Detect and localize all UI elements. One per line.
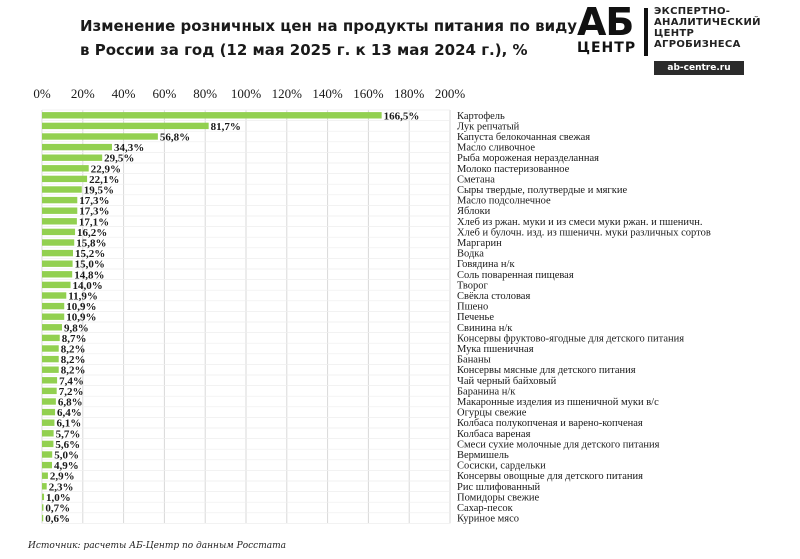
bar bbox=[42, 335, 60, 341]
category-label: Огурцы свежие bbox=[457, 407, 527, 419]
bar bbox=[42, 229, 75, 235]
category-label: Сахар-песок bbox=[457, 503, 513, 514]
bar bbox=[42, 239, 74, 245]
category-label: Масло подсолнечное bbox=[457, 195, 551, 207]
data-label: 166,5% bbox=[383, 110, 420, 123]
category-label: Бананы bbox=[457, 354, 491, 366]
category-label: Лук репчатый bbox=[457, 121, 520, 133]
data-label: 6,8% bbox=[57, 396, 83, 409]
data-label: 7,2% bbox=[58, 385, 84, 398]
bar bbox=[42, 451, 52, 457]
bar bbox=[42, 314, 64, 320]
bar bbox=[42, 165, 89, 171]
category-label: Смеси сухие молочные для детского питания bbox=[457, 439, 660, 451]
bar bbox=[42, 292, 66, 298]
bar bbox=[42, 356, 59, 362]
data-label: 34,3% bbox=[113, 142, 145, 155]
category-label: Консервы овощные для детского питания bbox=[457, 471, 643, 483]
bar bbox=[42, 144, 112, 150]
logo-caption-line-1: ЭКСПЕРТНО- bbox=[654, 6, 731, 17]
title-line-2: в России за год (12 мая 2025 г. к 13 мая 2024 г.), % bbox=[80, 41, 528, 59]
data-label: 11,9% bbox=[68, 290, 98, 303]
bar bbox=[42, 155, 102, 161]
data-label: 17,3% bbox=[79, 195, 110, 208]
bar bbox=[42, 398, 56, 404]
category-label: Консервы фруктово-ягодные для детского питания bbox=[457, 333, 685, 345]
data-label: 16,2% bbox=[77, 226, 108, 239]
logo-ab-letters: АБ bbox=[577, 0, 634, 44]
category-label: Печенье bbox=[457, 312, 494, 324]
category-label: Творог bbox=[457, 280, 488, 292]
logo-caption-line-2: АНАЛИТИЧЕСКИЙ bbox=[654, 17, 761, 28]
category-label: Говядина н/к bbox=[457, 259, 515, 271]
logo-caption-line-4: АГРОБИЗНЕСА bbox=[654, 39, 741, 50]
category-label: Хлеб из ржан. муки и из смеси муки ржан. и пшеничн. bbox=[457, 216, 703, 228]
data-label: 0,7% bbox=[45, 502, 71, 515]
category-label: Вермишель bbox=[457, 450, 509, 461]
data-label: 8,7% bbox=[61, 332, 87, 345]
bar bbox=[42, 282, 71, 288]
category-label: Консервы мясные для детского питания bbox=[457, 365, 636, 377]
category-label: Свёкла столовая bbox=[457, 291, 531, 302]
category-label: Соль поваренная пищевая bbox=[457, 269, 574, 281]
category-label: Яблоки bbox=[457, 206, 491, 218]
data-label: 5,7% bbox=[55, 428, 81, 441]
data-label: 19,5% bbox=[83, 184, 115, 197]
bar bbox=[42, 441, 53, 447]
x-tick-label: 180% bbox=[394, 86, 425, 101]
category-label: Маргарин bbox=[457, 238, 502, 249]
data-label: 56,8% bbox=[159, 131, 191, 144]
x-tick-label: 100% bbox=[230, 86, 262, 101]
bar bbox=[42, 176, 87, 182]
data-label: 15,8% bbox=[76, 237, 107, 250]
bar bbox=[42, 409, 55, 415]
bar bbox=[42, 218, 77, 224]
data-label: 8,2% bbox=[60, 343, 86, 356]
x-tick-label: 120% bbox=[271, 86, 302, 101]
data-label: 6,4% bbox=[57, 407, 82, 420]
data-label: 4,9% bbox=[53, 460, 79, 473]
data-label: 17,3% bbox=[79, 205, 110, 218]
data-label: 22,1% bbox=[89, 173, 120, 186]
category-label: Сыры твердые, полутвердые и мягкие bbox=[457, 185, 628, 196]
logo-centr-word: ЦЕНТР bbox=[577, 40, 637, 56]
bar bbox=[42, 494, 44, 500]
x-tick-label: 20% bbox=[70, 86, 95, 101]
source-note: Источник: расчеты АБ-Центр по данным Росстата bbox=[28, 541, 286, 551]
data-label: 7,4% bbox=[59, 375, 84, 388]
category-label: Макаронные изделия из пшеничной муки в/с bbox=[457, 397, 659, 408]
category-label: Чай черный байховый bbox=[457, 375, 557, 387]
category-label: Рис шлифованный bbox=[457, 481, 541, 493]
category-label: Свинина н/к bbox=[457, 322, 513, 334]
x-tick-label: 140% bbox=[312, 86, 343, 101]
bar bbox=[42, 388, 57, 394]
bar bbox=[42, 208, 77, 214]
category-label: Помидоры свежие bbox=[457, 492, 540, 504]
category-label: Молоко пастеризованное bbox=[457, 163, 570, 175]
data-label: 8,2% bbox=[60, 364, 86, 377]
category-label: Колбаса вареная bbox=[457, 428, 531, 440]
category-label: Капуста белокочанная свежая bbox=[457, 132, 591, 143]
bar bbox=[42, 123, 209, 129]
bar bbox=[42, 377, 57, 383]
x-tick-label: 80% bbox=[193, 86, 218, 101]
category-label: Колбаса полукопченая и варено-копченая bbox=[457, 418, 643, 430]
bar bbox=[42, 462, 52, 468]
data-label: 5,0% bbox=[54, 449, 79, 462]
bar bbox=[42, 345, 59, 351]
bar bbox=[42, 186, 82, 192]
x-tick-label: 60% bbox=[152, 86, 177, 101]
bar bbox=[42, 430, 54, 436]
bar bbox=[42, 473, 48, 479]
title-line-1: Изменение розничных цен на продукты питания по виду bbox=[80, 17, 578, 35]
bar bbox=[42, 303, 64, 309]
bar bbox=[42, 197, 77, 203]
category-label: Сметана bbox=[457, 174, 495, 186]
logo-url[interactable]: ab-centre.ru bbox=[654, 61, 744, 75]
data-label: 10,9% bbox=[66, 311, 97, 324]
bar bbox=[42, 133, 158, 139]
x-tick-label: 40% bbox=[111, 86, 136, 101]
data-label: 17,1% bbox=[78, 216, 110, 229]
bar bbox=[42, 367, 59, 373]
bar bbox=[42, 324, 62, 330]
bar bbox=[42, 483, 47, 489]
category-label: Водка bbox=[457, 248, 484, 260]
bar bbox=[42, 261, 73, 267]
data-label: 22,9% bbox=[90, 163, 121, 176]
data-label: 14,0% bbox=[72, 279, 103, 292]
x-tick-label: 0% bbox=[33, 86, 51, 101]
category-label: Баранина н/к bbox=[457, 386, 516, 398]
category-label: Картофель bbox=[457, 110, 505, 122]
data-label: 10,9% bbox=[66, 301, 97, 314]
data-label: 6,1% bbox=[56, 417, 82, 430]
logo-caption-line-3: ЦЕНТР bbox=[654, 28, 695, 39]
x-tick-label: 160% bbox=[353, 86, 384, 101]
bar bbox=[42, 515, 43, 521]
bar bbox=[42, 112, 382, 118]
category-label: Куриное мясо bbox=[457, 513, 520, 525]
data-label: 14,8% bbox=[74, 269, 105, 282]
data-label: 0,6% bbox=[45, 513, 70, 526]
category-label: Мука пшеничная bbox=[457, 344, 534, 355]
category-label: Хлеб и булочн. изд. из пшеничн. муки различных сортов bbox=[457, 227, 711, 239]
data-label: 9,8% bbox=[63, 322, 89, 335]
data-label: 1,0% bbox=[46, 491, 71, 504]
bar bbox=[42, 504, 43, 510]
data-label: 29,5% bbox=[104, 152, 135, 165]
category-label: Пшено bbox=[457, 301, 489, 313]
data-label: 8,2% bbox=[60, 354, 86, 367]
data-label: 5,6% bbox=[55, 438, 81, 451]
category-label: Рыба мороженая неразделанная bbox=[457, 153, 599, 165]
data-label: 81,7% bbox=[210, 120, 241, 133]
x-tick-label: 200% bbox=[434, 86, 466, 101]
category-label: Масло сливочное bbox=[457, 142, 536, 154]
data-label: 15,0% bbox=[74, 258, 105, 271]
category-label: Сосиски, сардельки bbox=[457, 460, 546, 472]
bar bbox=[42, 250, 73, 256]
data-label: 2,3% bbox=[48, 481, 74, 494]
bar bbox=[42, 271, 72, 277]
data-label: 2,9% bbox=[49, 470, 75, 483]
bar bbox=[42, 420, 54, 426]
data-label: 15,2% bbox=[75, 248, 106, 261]
